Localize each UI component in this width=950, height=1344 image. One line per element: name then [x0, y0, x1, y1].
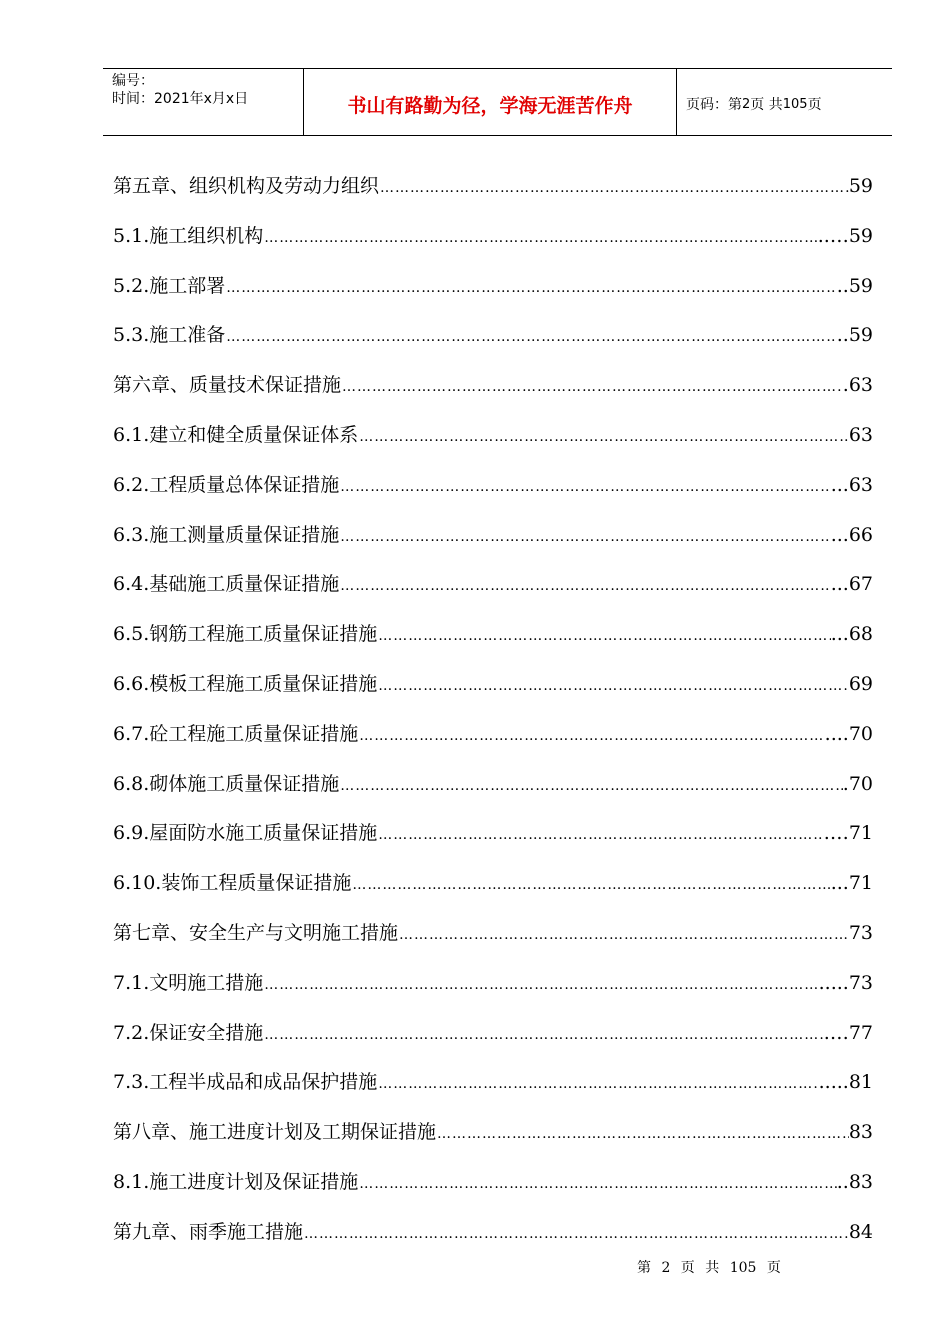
toc-entry[interactable]	[113, 1066, 873, 1116]
toc-entry-label: 第九章、雨季施工措施	[113, 1220, 304, 1243]
toc-entry-label: 第五章、组织机构及劳动力组织	[113, 175, 380, 197]
header-motto: 书山有路勤为径，学海无涯苦作舟	[303, 69, 677, 135]
toc-entry-page: ...71	[830, 872, 873, 895]
toc-entry-label: 5.1.施工组织机构	[113, 224, 264, 247]
toc-dot-leader	[263, 1019, 824, 1051]
toc-entry-label: 第八章、施工进度计划及工期保证措施	[113, 1121, 437, 1144]
toc-dot-leader	[339, 521, 830, 553]
toc-entry-label: 6.8.砌体施工质量保证措施	[113, 772, 340, 795]
toc-entry-page: ..83	[836, 1170, 873, 1193]
toc-entry-page: .70	[842, 772, 873, 795]
toc-entry-label: 第六章、质量技术保证措施	[113, 374, 342, 397]
toc-entry[interactable]	[113, 967, 873, 1017]
toc-entry[interactable]	[113, 1116, 873, 1166]
toc-entry-page: ...67	[830, 573, 873, 596]
toc-entry-label: 7.2.保证安全措施	[113, 1021, 264, 1044]
toc-dot-leader	[358, 1168, 836, 1200]
toc-dot-leader	[358, 421, 849, 453]
toc-entry-label: 6.9.屋面防水施工质量保证措施	[113, 822, 378, 845]
toc-entry-page: .63	[842, 374, 873, 397]
toc-dot-leader	[377, 1068, 818, 1100]
page-suffix: 页	[807, 97, 822, 113]
toc-entry[interactable]	[113, 668, 873, 718]
code-label: 编号：	[112, 73, 154, 89]
toc-entry[interactable]	[113, 270, 873, 320]
toc-entry-page: ..59	[836, 274, 873, 297]
toc-entry[interactable]	[113, 469, 873, 519]
toc-entry-label: 6.3.施工测量质量保证措施	[113, 523, 340, 546]
footer-page-number: 第 2 页 共 105 页	[637, 1260, 781, 1276]
toc-entry[interactable]	[113, 419, 873, 469]
page-mid: 页 共	[750, 97, 783, 113]
toc-entry-page: .....73	[818, 971, 873, 994]
toc-dot-leader	[436, 1118, 849, 1150]
toc-dot-leader	[225, 272, 836, 304]
toc-dot-leader	[303, 1218, 849, 1250]
toc-dot-leader	[263, 222, 817, 254]
toc-entry-label: 5.3.施工准备	[113, 324, 226, 347]
toc-entry-label: 6.5.钢筋工程施工质量保证措施	[113, 623, 378, 646]
toc-entry-page: 59	[848, 175, 873, 197]
toc-entry[interactable]	[113, 867, 873, 917]
toc-entry-label: 6.7.砼工程施工质量保证措施	[113, 722, 359, 745]
toc-entry[interactable]	[113, 718, 873, 768]
toc-entry[interactable]	[113, 1166, 873, 1216]
toc-entry-page: ....70	[824, 722, 873, 745]
toc-entry-label: 第七章、安全生产与文明施工措施	[113, 921, 399, 944]
toc-entry-page: .…77	[823, 1021, 873, 1044]
toc-entry[interactable]	[113, 1017, 873, 1067]
toc-entry-page: .…71	[823, 822, 873, 845]
toc-entry-label: 5.2.施工部署	[113, 274, 226, 297]
toc-entry[interactable]	[113, 618, 873, 668]
toc-dot-leader	[377, 670, 849, 702]
toc-entry-page: .....81	[818, 1071, 873, 1094]
toc-dot-leader	[377, 620, 830, 652]
toc-entry[interactable]	[113, 817, 873, 867]
page-prefix: 页码：第	[686, 97, 742, 113]
toc-dot-leader	[398, 919, 849, 951]
toc-entry-page: ..…59	[817, 224, 873, 247]
toc-entry-label: 8.1.施工进度计划及保证措施	[113, 1170, 359, 1193]
toc-dot-leader	[339, 471, 830, 503]
toc-entry-page: 84	[848, 1220, 873, 1243]
toc-dot-leader	[341, 371, 843, 403]
toc-entry[interactable]	[113, 170, 873, 220]
page-current: 2	[742, 96, 751, 112]
toc-dot-leader	[351, 869, 830, 901]
toc-entry-label: 6.1.建立和健全质量保证体系	[113, 423, 359, 446]
toc-entry-page: 83	[848, 1121, 873, 1144]
toc-dot-leader	[379, 172, 849, 204]
toc-entry[interactable]	[113, 519, 873, 569]
toc-entry-label: 7.1.文明施工措施	[113, 971, 264, 994]
toc-entry-page: 63	[848, 423, 873, 446]
toc-dot-leader	[225, 321, 836, 353]
toc-entry-label: 7.3.工程半成品和成品保护措施	[113, 1071, 378, 1094]
toc-entry[interactable]	[113, 917, 873, 967]
toc-dot-leader	[358, 720, 824, 752]
toc-entry[interactable]	[113, 319, 873, 369]
toc-entry-page: ..59	[836, 324, 873, 347]
toc-entry-label: 6.6.模板工程施工质量保证措施	[113, 672, 378, 695]
header-meta	[103, 69, 303, 135]
toc-entry-label: 6.2.工程质量总体保证措施	[113, 473, 340, 496]
toc-dot-leader	[339, 570, 830, 602]
toc-dot-leader	[263, 969, 818, 1001]
toc-dot-leader	[377, 819, 824, 851]
toc-entry-page: 73	[848, 921, 873, 944]
time-label: 时间：2021年x月x日	[112, 91, 249, 107]
toc-entry-page: ...68	[830, 623, 873, 646]
page-footer	[0, 1257, 950, 1277]
toc-entry-page: 69	[848, 672, 873, 695]
table-of-contents	[113, 170, 873, 1266]
toc-entry-label: 6.10.装饰工程质量保证措施	[113, 872, 352, 895]
toc-entry[interactable]	[113, 568, 873, 618]
toc-dot-leader	[339, 770, 843, 802]
header-page-info	[677, 69, 892, 135]
page-total: 105	[782, 96, 808, 112]
toc-entry-page: ...66	[830, 523, 873, 546]
toc-entry[interactable]	[113, 369, 873, 419]
toc-entry-page: ...63	[830, 473, 873, 496]
toc-entry[interactable]	[113, 768, 873, 818]
page-header	[103, 68, 892, 136]
toc-entry-label: 6.4.基础施工质量保证措施	[113, 573, 340, 596]
toc-entry[interactable]	[113, 220, 873, 270]
